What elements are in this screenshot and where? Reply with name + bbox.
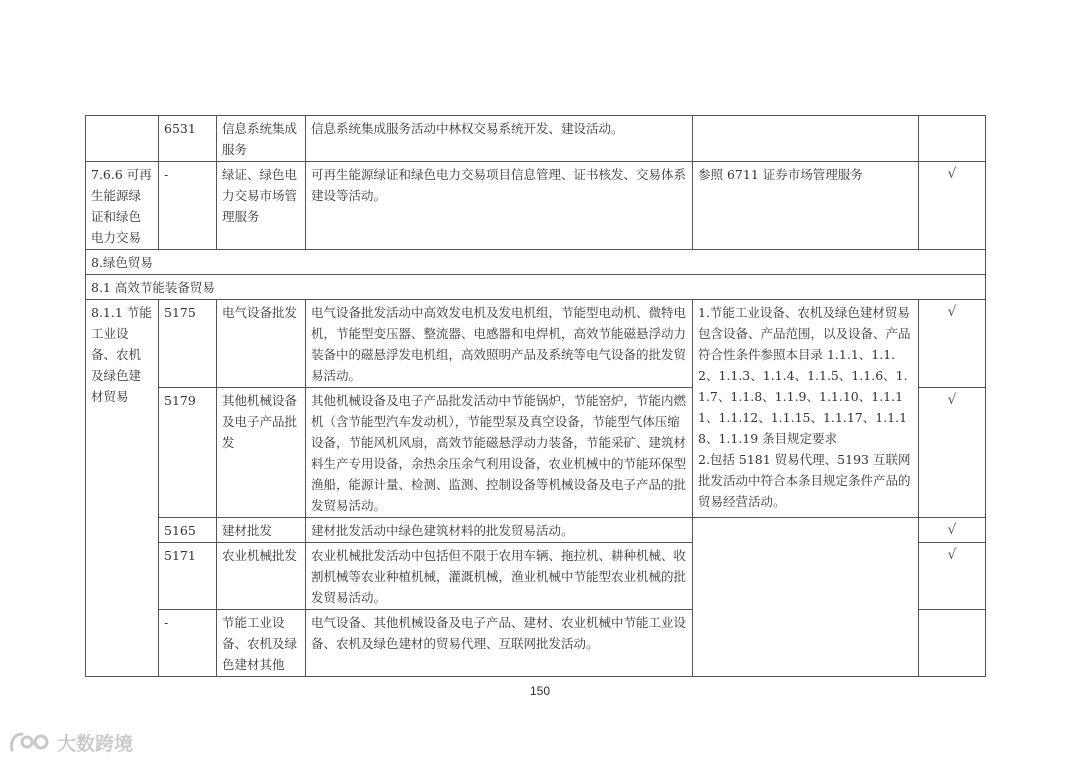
industry-code: 6531 (159, 116, 217, 162)
note-cell: 参照 6711 证券市场管理服务 (693, 162, 919, 250)
check-mark: √ (919, 300, 986, 388)
industry-code: - (159, 610, 217, 677)
check-mark (919, 116, 986, 162)
industry-name: 建材批发 (217, 518, 306, 543)
category-cell (86, 116, 159, 162)
check-mark (919, 610, 986, 677)
description-cell: 农业机械批发活动中包括但不限于农用车辆、拖拉机、耕种机械、收割机械等农业种植机械，灌溉机械，渔业机械中节能型农业机械的批发贸易活动。 (306, 543, 693, 610)
category-cell: 8.1.1 节能工业设备、农机及绿色建材贸易 (86, 300, 159, 677)
description-cell: 电气设备批发活动中高效发电机及发电机组，节能型电动机、微特电机，节能型变压器、整流器、电感器和电焊机，高效节能磁悬浮动力装备中的磁悬浮发电机组，高效照明产品及系统等电气设备的批发贸易活动。 (306, 300, 693, 388)
check-mark: √ (919, 162, 986, 250)
description-cell: 信息系统集成服务活动中林权交易系统开发、建设活动。 (306, 116, 693, 162)
table-row (86, 300, 986, 388)
industry-name: 农业机械批发 (217, 543, 306, 610)
subsection-heading: 8.1 高效节能装备贸易 (86, 275, 986, 300)
industry-name: 节能工业设备、农机及绿色建材其他 (217, 610, 306, 677)
section-heading-row (86, 250, 986, 275)
check-mark: √ (919, 543, 986, 610)
catalog-table (85, 115, 986, 677)
description-cell: 其他机械设备及电子产品批发活动中节能锅炉，节能窑炉，节能内燃机（含节能型汽车发动机），节能型泵及真空设备，节能型气体压缩设备，节能风机风扇，高效节能磁悬浮动力装备，节能采矿、建筑材料生产专用设备，余热余压余气利用设备，农业机械中的节能环保型渔船，能源计量、检测、监测、控制设备等机械设备及电子产品的批发贸易活动。 (306, 388, 693, 518)
section-heading: 8.绿色贸易 (86, 250, 986, 275)
industry-name: 其他机械设备及电子产品批发 (217, 388, 306, 518)
watermark (8, 729, 133, 755)
table-row (86, 116, 986, 162)
description-cell: 电气设备、其他机械设备及电子产品、建材、农业机械中节能工业设备、农机及绿色建材的贸易代理、互联网批发活动。 (306, 610, 693, 677)
industry-code: 5179 (159, 388, 217, 518)
watermark-text: 大数跨境 (57, 732, 134, 755)
industry-name: 电气设备批发 (217, 300, 306, 388)
table-row (86, 162, 986, 250)
description-cell: 建材批发活动中绿色建筑材料的批发贸易活动。 (306, 518, 693, 543)
check-mark: √ (919, 518, 986, 543)
industry-code: 5175 (159, 300, 217, 388)
check-mark: √ (919, 388, 986, 518)
industry-code: 5165 (159, 518, 217, 543)
note-cell (693, 518, 919, 677)
category-cell: 7.6.6 可再生能源绿证和绿色电力交易 (86, 162, 159, 250)
subsection-heading-row (86, 275, 986, 300)
page-number: 150 (529, 684, 551, 698)
description-cell: 可再生能源绿证和绿色电力交易项目信息管理、证书核发、交易体系建设等活动。 (306, 162, 693, 250)
note-cell: 1.节能工业设备、农机及绿色建材贸易包含设备、产品范围，以及设备、产品符合性条件参照本目录 1.1.1、1.1.2、1.1.3、1.1.4、1.1.5、1.1.6、1.1.7、1.1.8、1.1.9、1.1.10、1.1.11、1.1.12、1.1.15、1.1.17、1.1.18、1.1.19 条目规定要求 2.包括 5181 贸易代理、5193 互联网批发活动中符合本条目规定条件产品的贸易经营活动。 (693, 300, 919, 518)
industry-name: 绿证、绿色电力交易市场管理服务 (217, 162, 306, 250)
note-cell (693, 116, 919, 162)
industry-name: 信息系统集成服务 (217, 116, 306, 162)
industry-code: - (159, 162, 217, 250)
table-row (86, 518, 986, 543)
dashujk-logo-icon (8, 730, 52, 754)
industry-code: 5171 (159, 543, 217, 610)
